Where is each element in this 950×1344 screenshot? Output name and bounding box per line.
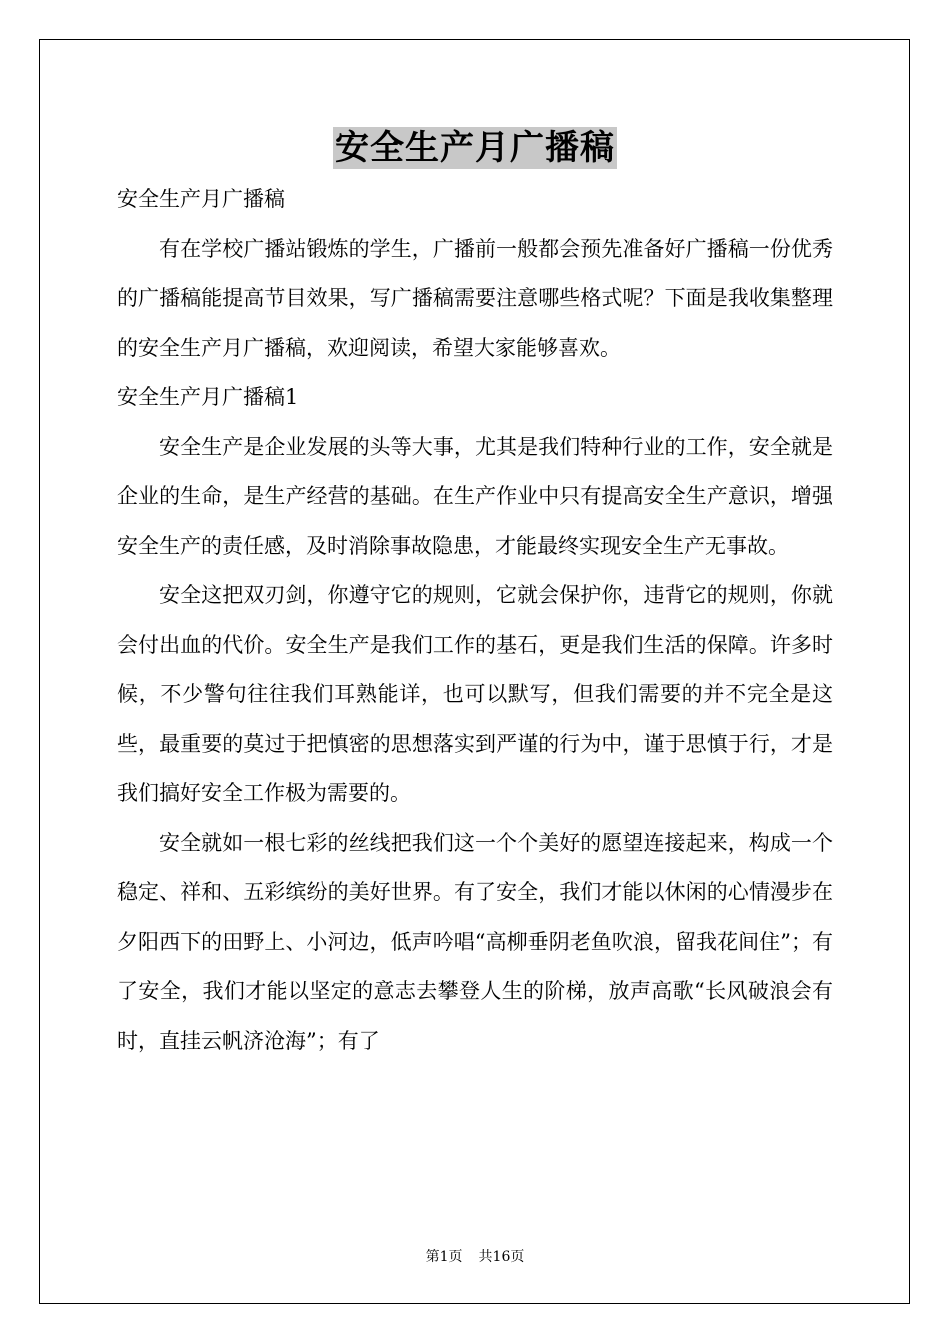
title-container bbox=[0, 127, 950, 169]
page-number: 第1页 bbox=[425, 1249, 463, 1265]
body-paragraph: 安全生产是企业发展的头等大事，尤其是我们特种行业的工作，安全就是企业的生命，是生产经营的基础。在生产作业中只有提高安全生产意识，增强安全生产的责任感，及时消除事故隐患，才能最终实现安全生产无事故。 bbox=[117, 434, 833, 558]
page-total: 共16页 bbox=[478, 1249, 525, 1265]
page-footer bbox=[0, 1247, 950, 1267]
intro-paragraph: 有在学校广播站锻炼的学生，广播前一般都会预先准备好广播稿一份优秀的广播稿能提高节目效果，写广播稿需要注意哪些格式呢？下面是我收集整理的安全生产月广播稿，欢迎阅读，希望大家能够喜欢。 bbox=[117, 236, 833, 360]
document-title: 安全生产月广播稿 bbox=[335, 128, 615, 168]
body-paragraph: 安全这把双刃剑，你遵守它的规则，它就会保护你，违背它的规则，你就会付出血的代价。安全生产是我们工作的基石，更是我们生活的保障。许多时候，不少警句往往我们耳熟能详，也可以默写，但我们需要的并不完全是这些，最重要的莫过于把慎密的思想落实到严谨的行为中，谨于思慎于行，才是我们搞好安全工作极为需要的。 bbox=[117, 583, 833, 805]
document-subtitle: 安全生产月广播稿 bbox=[117, 187, 285, 211]
document-body bbox=[117, 175, 833, 1066]
section-heading: 安全生产月广播稿1 bbox=[117, 385, 299, 409]
body-paragraph: 安全就如一根七彩的丝线把我们这一个个美好的愿望连接起来，构成一个稳定、祥和、五彩缤纷的美好世界。有了安全，我们才能以休闲的心情漫步在夕阳西下的田野上、小河边，低声吟唱“高柳垂阴老鱼吹浪，留我花间住”；有了安全，我们才能以坚定的意志去攀登人生的阶梯，放声高歌“长风破浪会有时，直挂云帆济沧海”；有了 bbox=[117, 830, 833, 1053]
